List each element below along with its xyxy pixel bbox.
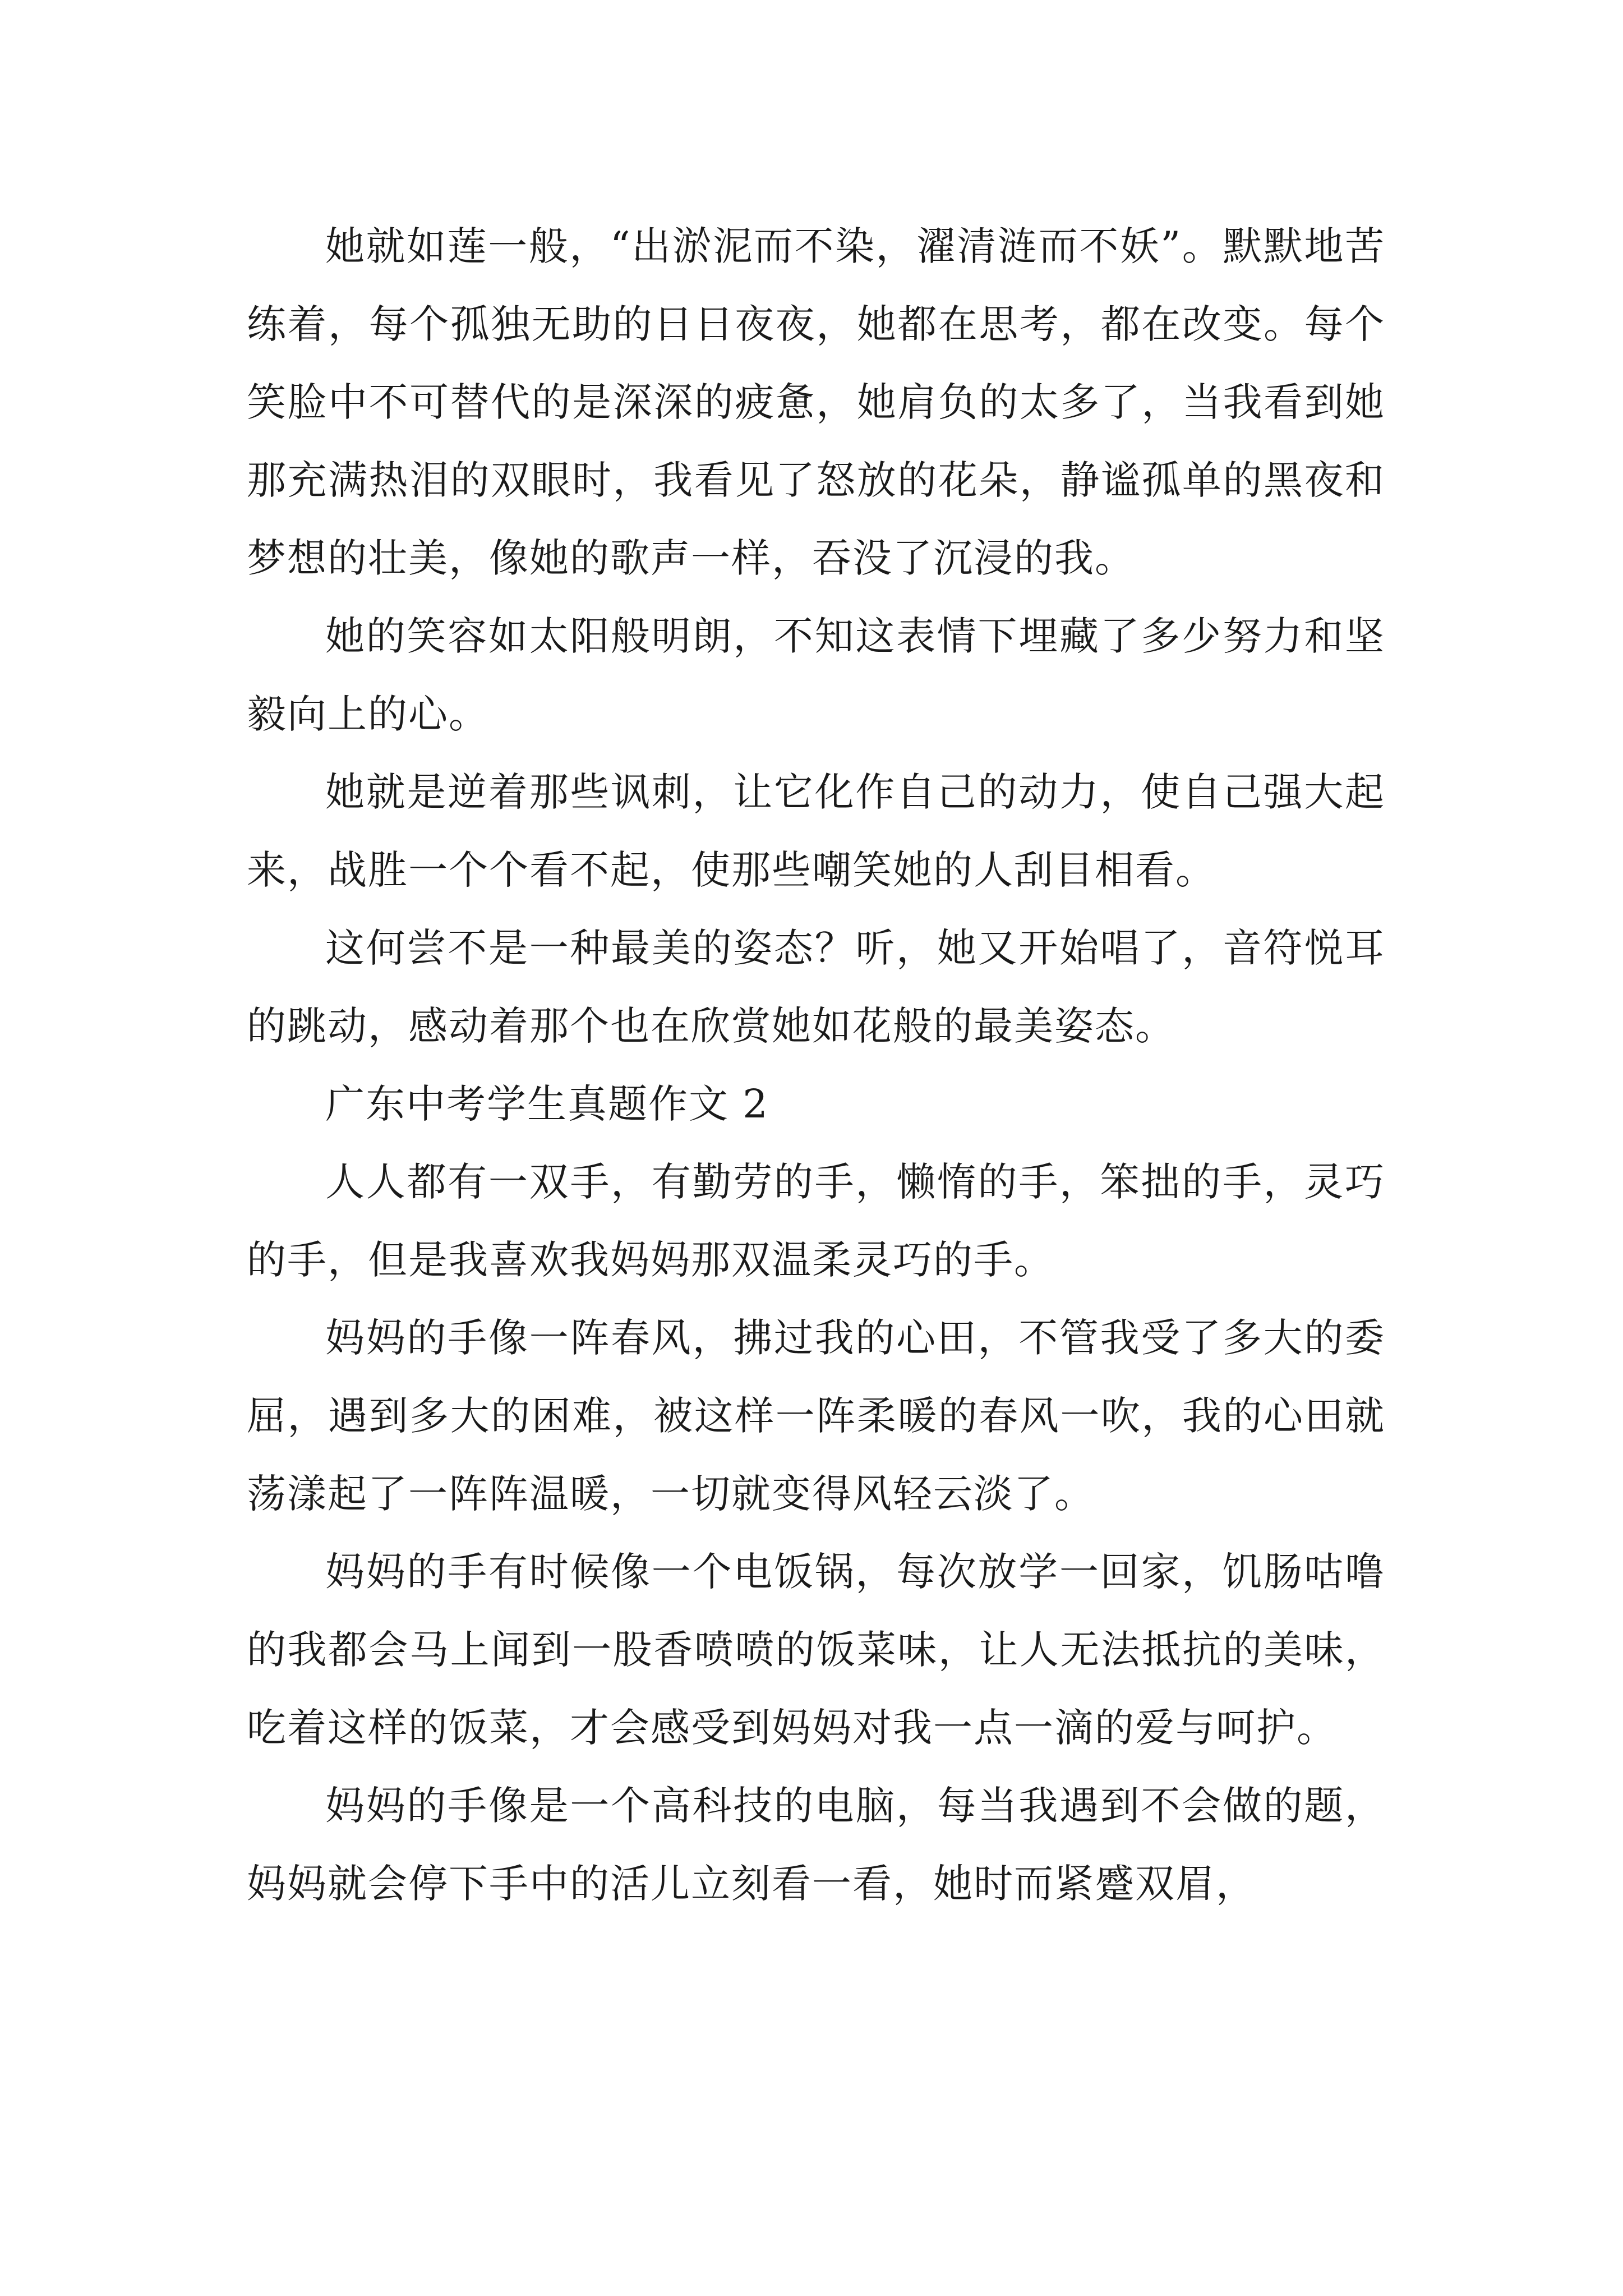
document-body: [247, 208, 1385, 1923]
paragraph: 妈妈的手像一阵春风，拂过我的心田，不管我受了多大的委屈，遇到多大的困难，被这样一阵柔暖的春风一吹，我的心田就荡漾起了一阵阵温暖，一切就变得风轻云淡了。: [247, 1315, 1385, 1517]
paragraph: 她的笑容如太阳般明朗，不知这表情下埋藏了多少努力和坚毅向上的心。: [247, 613, 1385, 737]
section-heading: 广东中考学生真题作文 2: [325, 1081, 769, 1127]
paragraph: 她就如莲一般，“出淤泥而不染，濯清涟而不妖”。默默地苦练着，每个孤独无助的日日夜夜，她都在思考，都在改变。每个笑脸中不可替代的是深深的疲惫，她肩负的太多了，当我看到她那充满热泪的双眼时，我看见了怒放的花朵，静谧孤单的黑夜和梦想的壮美，像她的歌声一样，吞没了沉浸的我。: [247, 223, 1385, 581]
paragraph: 她就是逆着那些讽刺，让它化作自己的动力，使自己强大起来，战胜一个个看不起，使那些嘲笑她的人刮目相看。: [247, 769, 1385, 893]
paragraph: 人人都有一双手，有勤劳的手，懒惰的手，笨拙的手，灵巧的手，但是我喜欢我妈妈那双温柔灵巧的手。: [247, 1159, 1385, 1283]
paragraph: 妈妈的手有时候像一个电饭锅，每次放学一回家，饥肠咕噜的我都会马上闻到一股香喷喷的饭菜味，让人无法抵抗的美味，吃着这样的饭菜，才会感受到妈妈对我一点一滴的爱与呵护。: [247, 1549, 1385, 1751]
paragraph: 这何尝不是一种最美的姿态？听，她又开始唱了，音符悦耳的跳动，感动着那个也在欣赏她如花般的最美姿态。: [247, 925, 1385, 1049]
paragraph: 妈妈的手像是一个高科技的电脑，每当我遇到不会做的题，妈妈就会停下手中的活儿立刻看一看，她时而紧蹙双眉，: [247, 1783, 1385, 1907]
